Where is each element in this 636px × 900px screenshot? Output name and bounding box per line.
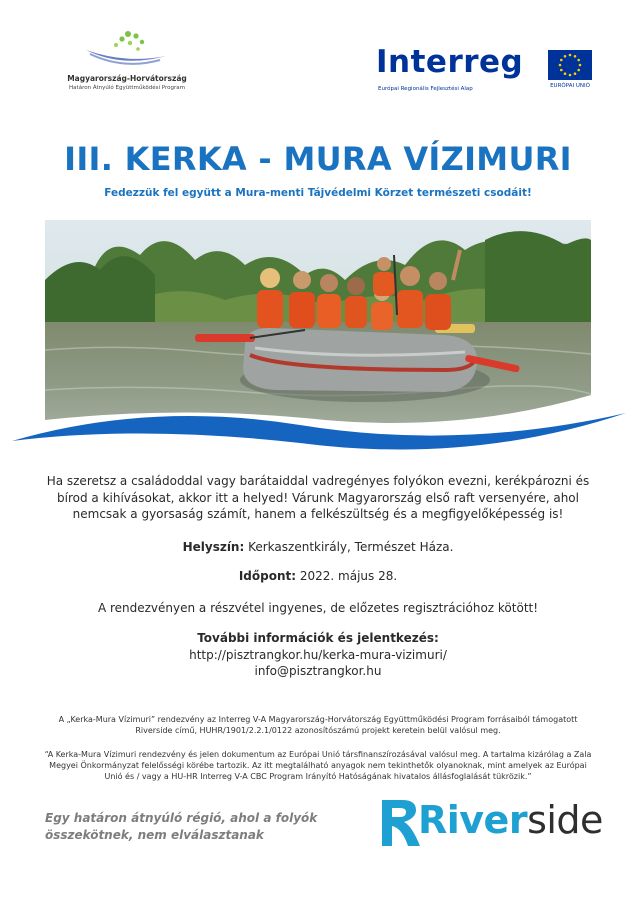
eu-flag-icon [548, 50, 592, 80]
riverside-wordmark [418, 798, 603, 842]
interreg-logo [376, 44, 592, 98]
program-name: Magyarország-Horvátország [67, 74, 187, 83]
location-label: Helyszín: [182, 540, 245, 554]
more-info-email[interactable]: info@pisztrangkor.hu [254, 664, 382, 678]
date-label: Időpont: [238, 569, 297, 583]
eu-label: EURÓPAI UNIÓ [550, 83, 590, 89]
date-line [0, 569, 636, 583]
location-value: Kerkaszentkirály, Természet Háza. [244, 540, 454, 554]
interreg-wordmark: Interreg [376, 44, 524, 80]
more-info-label: További információk és jelentkezés: [197, 631, 439, 645]
program-logo [52, 30, 202, 100]
riverside-logo [378, 796, 603, 856]
page-subtitle: Fedezzük fel együtt a Mura-menti Tájvédelmi Körzet természeti csodáit! [104, 187, 532, 199]
riverside-part-1: River [418, 798, 528, 842]
wave-decoration [0, 405, 636, 465]
slogan [45, 810, 325, 844]
date-value: 2022. május 28. [296, 569, 398, 583]
free-note: A rendezvényen a részvétel ingyenes, de előzetes regisztrációhoz kötött! [97, 601, 539, 615]
more-info-url[interactable]: http://pisztrangkor.hu/kerka-mura-vizimuri/ [189, 648, 447, 662]
fund-name: Európai Regionális Fejlesztési Alap [378, 86, 473, 92]
disclaimer-eu: “A Kerka-Mura Vízimuri rendezvény és jelen dokumentum az Európai Unió társfinanszírozásával valósul meg. A tartalma kizárólag a Zala Megyei Önkormányzat felelősségi körébe tartozik. Az itt megtalálható anyagok nem tekinthetők olyanoknak, mint amelyek az Európai Unió és / vagy a HU-HR Interreg V-A CBC Program Irányító Hatóságának hivatalos állásfoglalását tükrözik.” [44, 750, 592, 781]
riverside-part-2: side [527, 798, 603, 842]
slogan-line-2: összekötnek, nem elválasztanak [45, 828, 264, 842]
program-logo-icon [82, 30, 172, 72]
slogan-line-1: Egy határon átnyúló régió, ahol a folyók [45, 811, 318, 825]
intro-paragraph: Ha szeretsz a családoddal vagy barátaiddal vadregényes folyókon evezni, kerékpározni és bírod a kihívásokat, akkor itt a helyed! Várunk Magyarország első raft versenyére, ahol nemcsak a gyorsaság számít, hanem a felkészültség és a megfigyelőképesség is! [46, 474, 590, 521]
location-line [0, 540, 636, 554]
program-subname: Határon Átnyúló Együttműködési Program [69, 85, 185, 91]
page-title: III. KERKA - MURA VÍZIMURI [64, 140, 572, 178]
disclaimer-funding: A „Kerka-Mura Vízimuri” rendezvény az Interreg V-A Magyarország-Horvátország Együttműködési Program forrásaiból támogatott Riverside című, HUHR/1901/2.2.1/0122 azonosítószámú projekt keretein belül valósul meg. [58, 715, 578, 735]
riverside-r-icon [378, 796, 422, 852]
